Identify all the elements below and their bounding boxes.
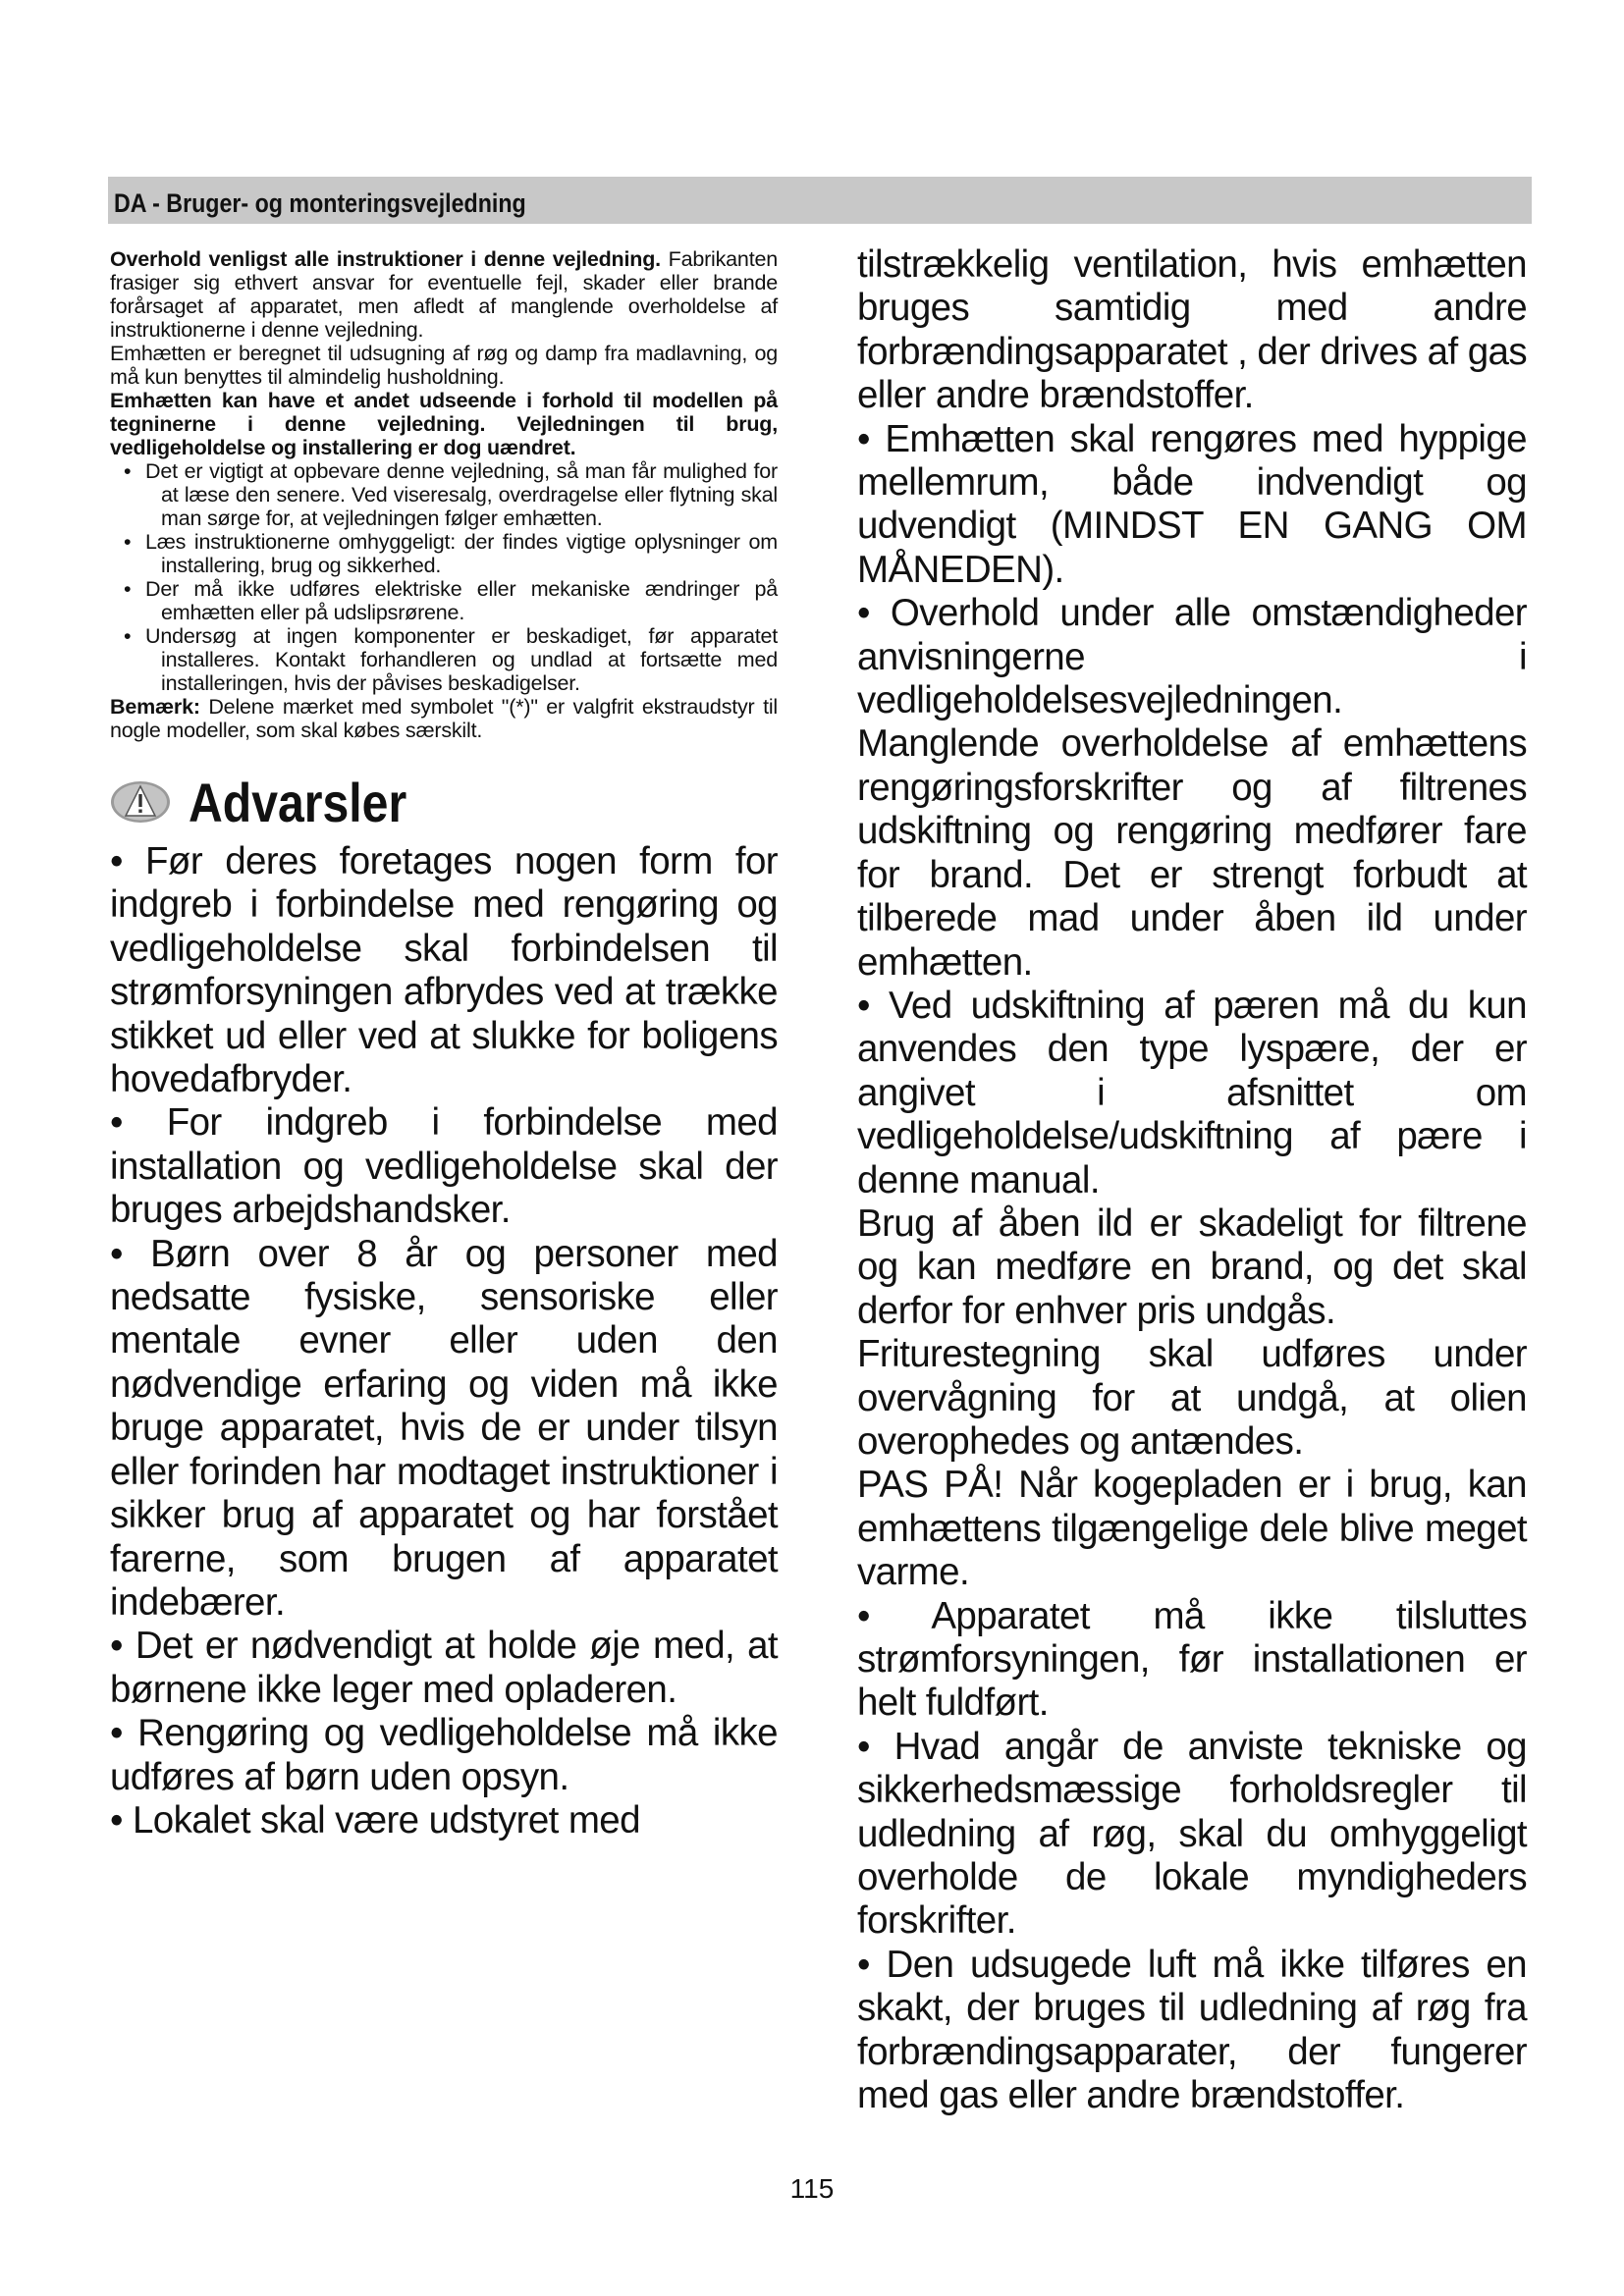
warning-paragraph: • For indgreb i forbindelse med installation og vedligeholdelse skal der bruges arbejdshandsker. bbox=[110, 1101, 778, 1232]
warning-paragraph: • Emhætten skal rengøres med hyppige mellemrum, både indvendigt og udvendigt (MINDST EN GANG OM MÅNEDEN). bbox=[857, 417, 1527, 591]
warning-paragraph: Manglende overholdelse af emhættens rengøringsforskrifter og af filtrenes udskiftning og rengøring medfører fare for brand. Det er strengt forbudt at tilberede mad under åben ild under emhætten. bbox=[857, 722, 1527, 984]
warning-paragraph: • Hvad angår de anviste tekniske og sikkerhedsmæssige forholdsregler til udledning af røg, skal du omhyggeligt overholde de lokale myndigheders forskrifter. bbox=[857, 1725, 1527, 1943]
warning-paragraph: Brug af åben ild er skadeligt for filtrene og kan medføre en brand, og det skal derfor for enhver pris undgås. bbox=[857, 1201, 1527, 1332]
section-header-bar bbox=[108, 177, 1532, 224]
intro-paragraph-1 bbox=[110, 247, 778, 342]
warning-paragraph: • Den udsugede luft må ikke tilføres en skakt, der bruges til udledning af røg fra forbrændingsapparater, der fungerer med gas eller andre brændstoffer. bbox=[857, 1943, 1527, 2117]
warning-paragraph: • Overhold under alle omstændigheder anvisningerne i vedligeholdelsesvejledningen. bbox=[857, 592, 1527, 722]
warnings-title: Advarsler bbox=[189, 771, 407, 833]
warning-paragraph: • Før deres foretages nogen form for indgreb i forbindelse med rengøring og vedligeholdelse skal forbindelsen til strømforsyningen afbrydes ved at trække stikket ud eller ved at slukke for boligens hovedafbryder. bbox=[110, 840, 778, 1101]
list-item: • Der må ikke udføres elektriske eller mekaniske ændringer på emhætten eller på udslipsrørene. bbox=[124, 577, 778, 624]
section-header-title: DA - Bruger- og monteringsvejledning bbox=[114, 188, 526, 218]
intro-block bbox=[110, 247, 778, 742]
intro-paragraph-2: Emhætten er beregnet til udsugning af røg og damp fra madlavning, og må kun benyttes til almindelig husholdning. bbox=[110, 342, 778, 389]
note-paragraph bbox=[110, 695, 778, 742]
intro-paragraph-3: Emhætten kan have et andet udseende i forhold til modellen på tegninerne i denne vejledning. Vejledningen til brug, vedligeholdelse og installering er dog uændret. bbox=[110, 389, 778, 459]
warning-paragraph: Friturestegning skal udføres under overvågning for at undgå, at olien overophedes og antændes. bbox=[857, 1333, 1527, 1463]
intro-lead-rest: Fabrikanten frasiger sig ethvert ansvar for eventuelle fejl, skader eller brande forårsaget af apparatet, men afledt af manglende overholdelse af instruktionerne i denne vejledning. bbox=[110, 247, 778, 342]
warnings-heading bbox=[110, 768, 778, 836]
note-label: Bemærk: bbox=[110, 695, 200, 719]
warning-paragraph: tilstrækkelig ventilation, hvis emhætten bruges samtidig med andre forbrændingsapparatet , der drives af gas eller andre brændstoffer. bbox=[857, 243, 1527, 417]
page-number: 115 bbox=[789, 2173, 835, 2204]
warning-triangle-icon bbox=[110, 780, 171, 824]
warning-paragraph: • Det er nødvendigt at holde øje med, at børnene ikke leger med opladeren. bbox=[110, 1625, 778, 1711]
warning-paragraph: PAS PÅ! Når kogepladen er i brug, kan emhættens tilgængelige dele blive meget varme. bbox=[857, 1464, 1527, 1594]
warning-paragraph: • Børn over 8 år og personer med nedsatte fysiske, sensoriske eller mentale evner eller uden den nødvendige erfaring og viden må ikke bruge apparatet, hvis de er under tilsyn eller forinden har modtaget instruktioner i sikker brug af apparatet og har forstået farerne, som brugen af apparatet indebærer. bbox=[110, 1232, 778, 1624]
warning-paragraph: • Lokalet skal være udstyret med bbox=[110, 1798, 640, 1842]
list-item: • Læs instruktionerne omhyggeligt: der findes vigtige oplysninger om installering, brug og sikkerhed. bbox=[124, 530, 778, 577]
list-item: • Det er vigtigt at opbevare denne vejledning, så man får mulighed for at læse den senere. Ved viseresalg, overdragelse eller flytning skal man sørge for, at vejledningen følger emhætten. bbox=[124, 459, 778, 530]
right-column bbox=[857, 243, 1527, 2117]
intro-lead-bold: Overhold venligst alle instruktioner i denne vejledning. bbox=[110, 247, 661, 271]
warning-paragraph: • Ved udskiftning af pæren må du kun anvendes den type lyspære, der er angivet i afsnittet om vedligeholdelse/udskiftning af pære i denne manual. bbox=[857, 984, 1527, 1201]
warning-paragraph: • Rengøring og vedligeholdelse må ikke udføres af børn uden opsyn. bbox=[110, 1712, 778, 1798]
list-item: • Undersøg at ingen komponenter er beskadiget, før apparatet installeres. Kontakt forhandleren og undlad at fortsætte med installeringen, hvis der påvises beskadigelser. bbox=[124, 624, 778, 695]
warning-paragraph: • Apparatet må ikke tilsluttes strømforsyningen, før installationen er helt fuldført. bbox=[857, 1594, 1527, 1725]
intro-bullet-list bbox=[110, 459, 778, 695]
warnings-left-text bbox=[110, 840, 778, 1842]
note-text: Delene mærket med symbolet "(*)" er valgfrit ekstraudstyr til nogle modeller, som skal købes særskilt. bbox=[110, 695, 778, 742]
left-column bbox=[110, 247, 778, 1842]
